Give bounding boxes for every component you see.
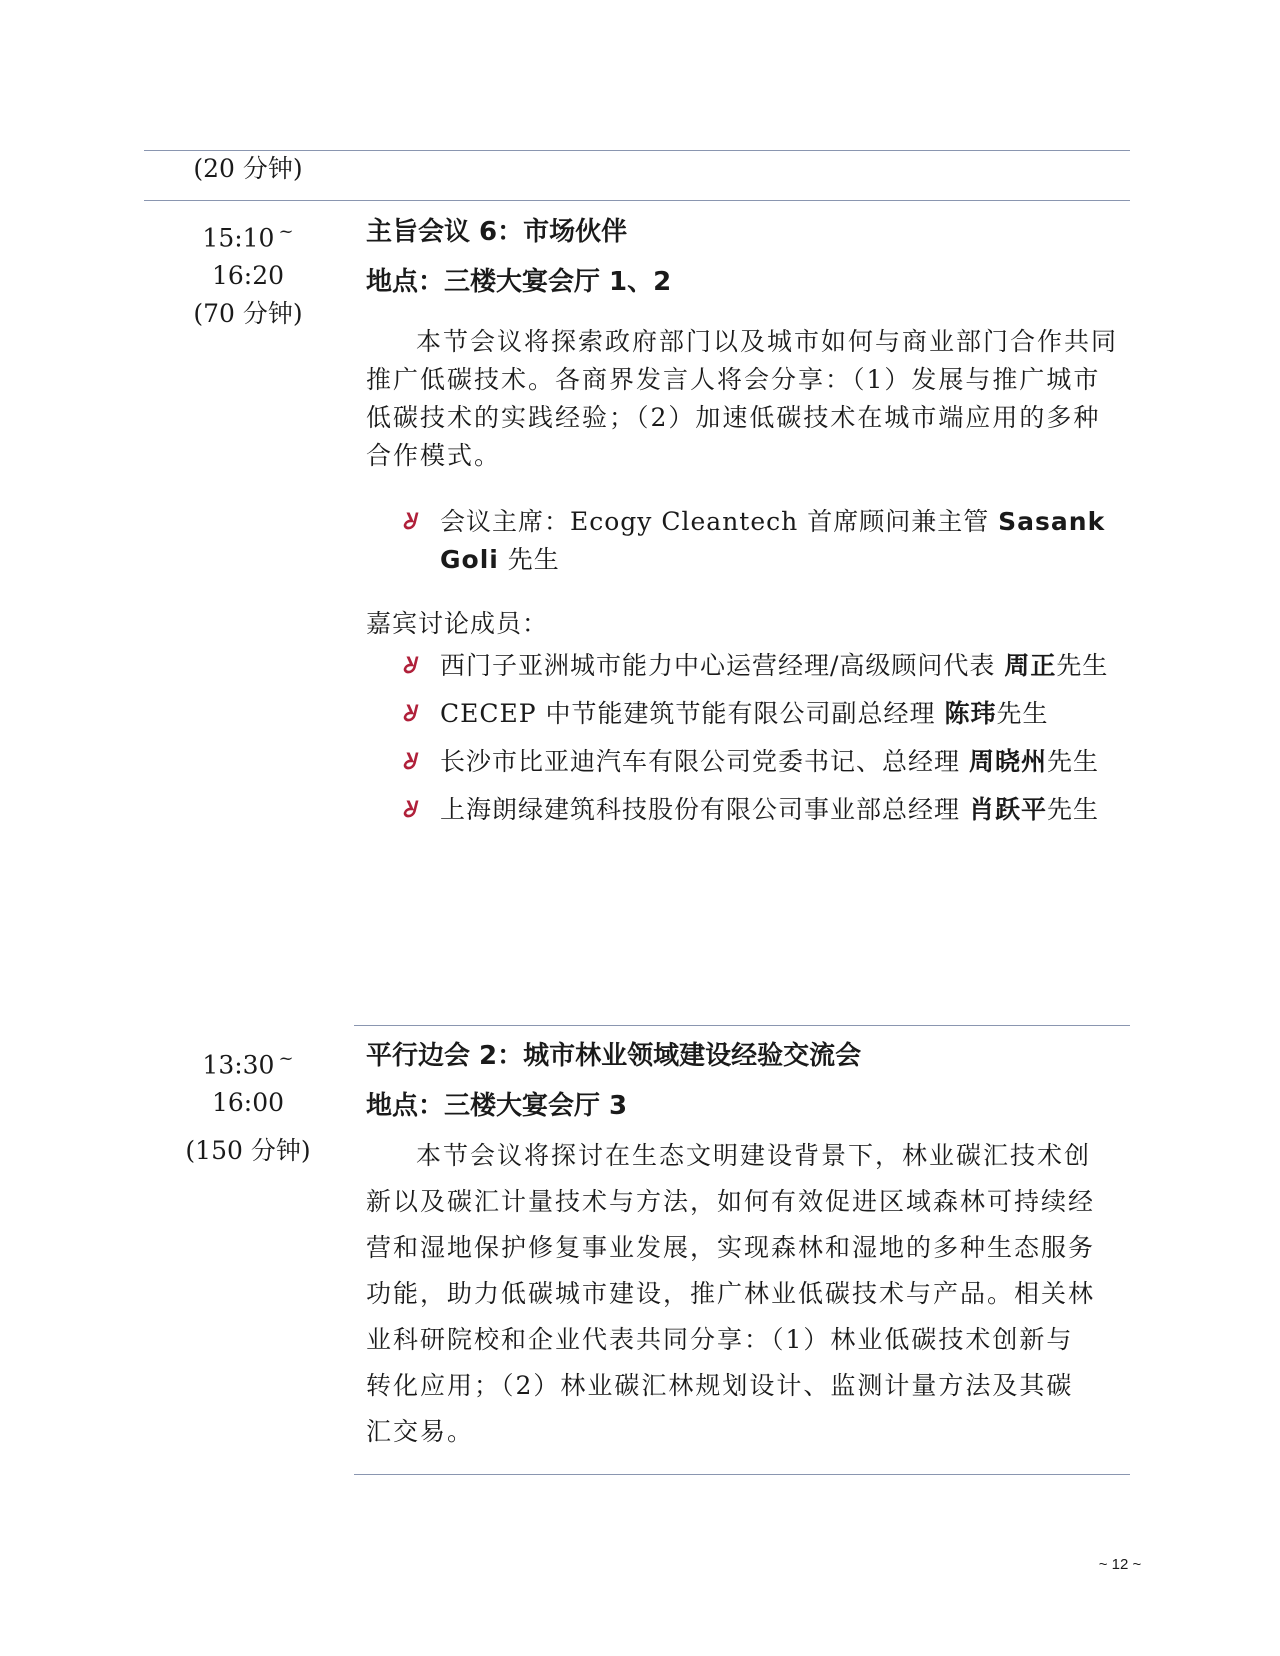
session1-duration: (70 分钟) <box>193 299 303 329</box>
session1-content <box>366 213 1126 839</box>
panelist-role: CECEP 中节能建筑节能有限公司副总经理 <box>440 699 945 728</box>
session2-time-start: 13:30 ~ <box>202 1048 294 1080</box>
panelist-item <box>366 791 1126 829</box>
bullet-mark-icon: ᖈ <box>402 749 417 775</box>
panelist-role: 西门子亚洲城市能力中心运营经理/高级顾问代表 <box>440 651 1005 680</box>
session1-chair-list <box>366 503 1126 579</box>
panelist-item <box>366 743 1126 781</box>
prev-duration-text: (20 分钟) <box>193 154 303 183</box>
chair-item <box>366 503 1126 579</box>
chair-name: Sasank Goli <box>440 507 1106 574</box>
session1-time <box>148 213 348 333</box>
session2-venue: 地点：三楼大宴会厅 3 <box>366 1091 628 1121</box>
panelist-honorific: 先生 <box>996 699 1049 728</box>
session1-title: 主旨会议 6：市场伙伴 <box>366 217 628 247</box>
panelist-name: 周晓州 <box>968 747 1047 776</box>
panelist-name: 肖跃平 <box>968 795 1047 824</box>
prev-row-duration <box>148 150 348 188</box>
chair-role: 会议主席：Ecogy Cleantech 首席顾问兼主管 <box>440 507 999 536</box>
session2-content <box>366 1037 1126 1455</box>
session2-time <box>148 1040 348 1170</box>
bullet-mark-icon: ᖈ <box>402 797 417 823</box>
session2-title: 平行边会 2：城市林业领域建设经验交流会 <box>366 1041 862 1071</box>
bullet-mark-icon: ᖈ <box>402 701 417 727</box>
session1-time-start: 15:10 ~ <box>202 221 294 253</box>
session2-description: 本节会议将探讨在生态文明建设背景下，林业碳汇技术创新以及碳汇计量技术与方法，如何有效促进区域森林可持续经营和湿地保护修复事业发展，实现森林和湿地的多种生态服务功能，助力低碳城市建设，推广林业低碳技术与产品。相关林业科研院校和企业代表共同分享：（1）林业低碳技术创新与转化应用；（2）林业碳汇林规划设计、监测计量方法及其碳汇交易。 <box>366 1141 1096 1446</box>
page-number: ~ 12 ~ <box>1098 1556 1142 1573</box>
panelist-honorific: 先生 <box>1046 795 1099 824</box>
panelist-role: 长沙市比亚迪汽车有限公司党委书记、总经理 <box>440 747 969 776</box>
panelist-item <box>366 647 1126 685</box>
panelist-role: 上海朗绿建筑科技股份有限公司事业部总经理 <box>440 795 969 824</box>
bullet-mark-icon: ᖈ <box>402 653 417 679</box>
panelist-name: 周正 <box>1004 651 1057 680</box>
bullet-mark-icon: ᖈ <box>402 509 417 535</box>
panel-label: 嘉宾讨论成员： <box>366 609 549 638</box>
session1-description: 本节会议将探索政府部门以及城市如何与商业部门合作共同推广低碳技术。各商界发言人将会分享：（1）发展与推广城市低碳技术的实践经验；（2）加速低碳技术在城市端应用的多种合作模式。 <box>366 327 1119 470</box>
session1-time-end: 16:20 <box>211 261 285 291</box>
row-divider-rule <box>144 200 1130 201</box>
session1-venue: 地点：三楼大宴会厅 1、2 <box>366 267 672 297</box>
session2-time-end: 16:00 <box>211 1088 285 1118</box>
panelist-honorific: 先生 <box>1056 651 1109 680</box>
session2-duration: (150 分钟) <box>185 1136 311 1166</box>
chair-honorific: 先生 <box>498 545 560 574</box>
panelist-item <box>366 695 1126 733</box>
panelist-honorific: 先生 <box>1046 747 1099 776</box>
session2-top-rule <box>354 1025 1130 1026</box>
panelist-list <box>366 647 1126 829</box>
session2-bottom-rule <box>354 1474 1130 1475</box>
panelist-name: 陈玮 <box>944 699 997 728</box>
